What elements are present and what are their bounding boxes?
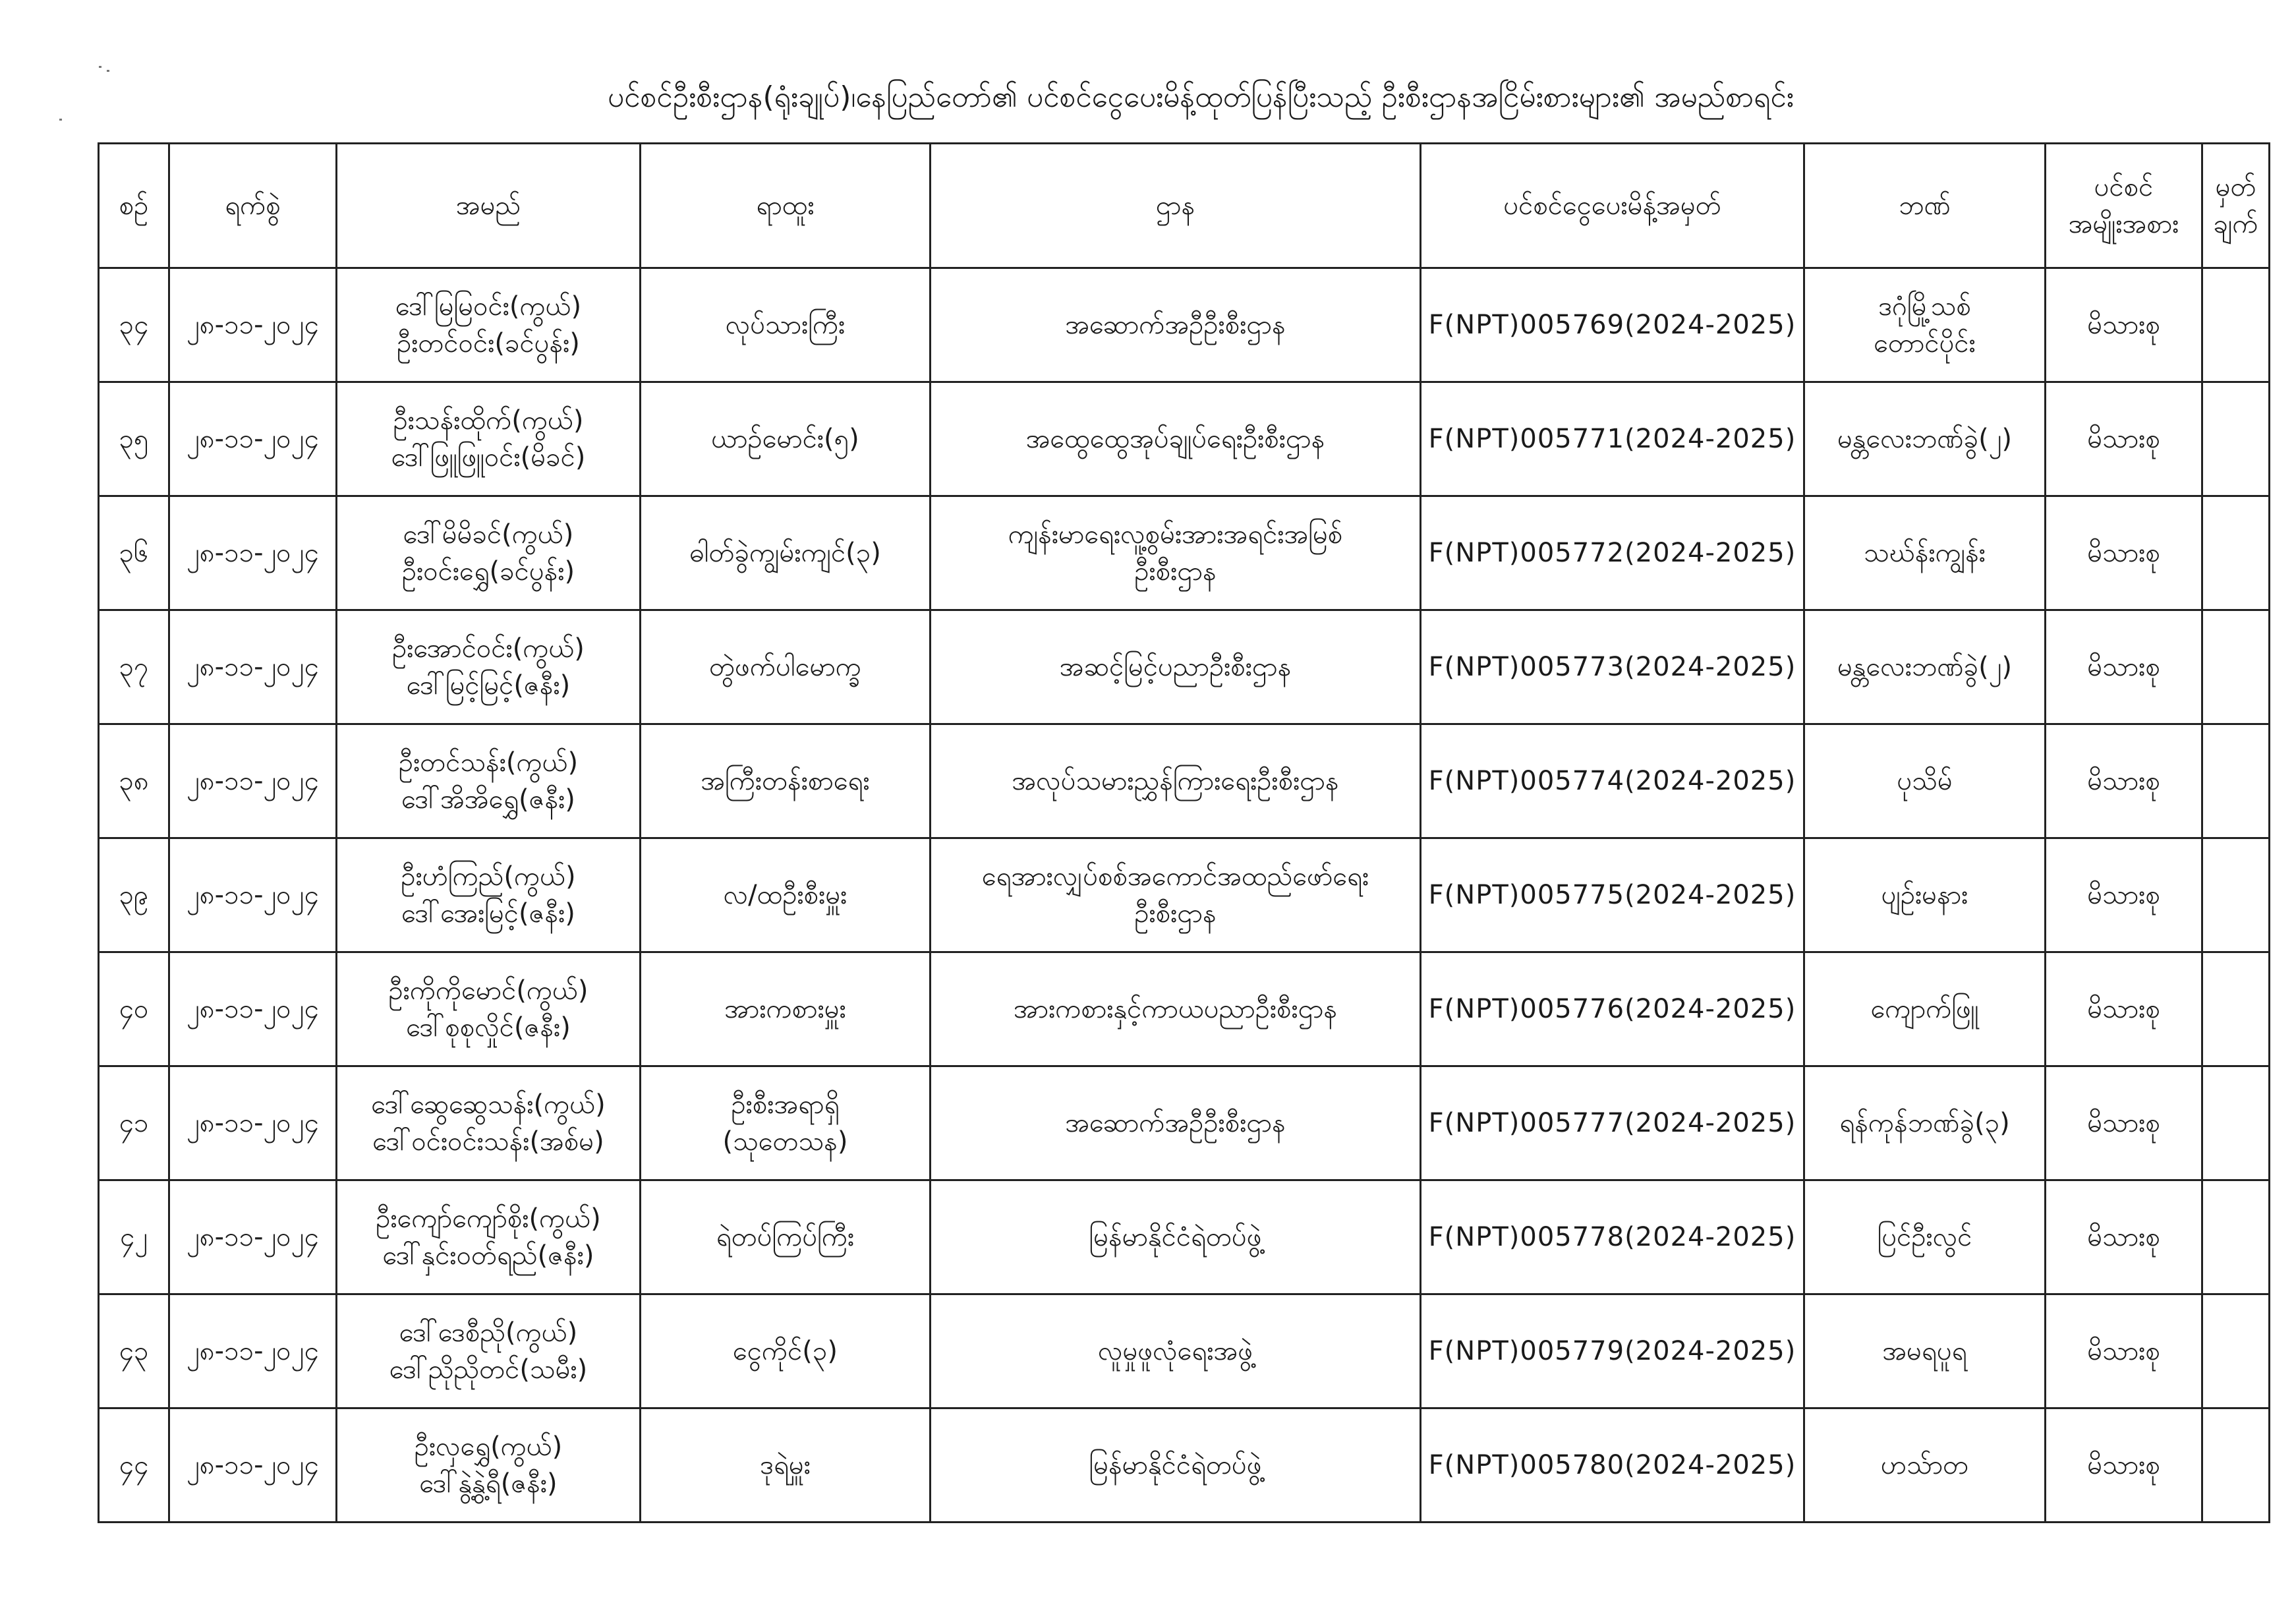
cell-department-line1: အဆောက်အဦဦးစီးဌာန	[1065, 310, 1286, 340]
cell-name	[337, 610, 641, 724]
cell-name	[337, 838, 641, 952]
scan-speck	[59, 119, 62, 121]
cell-rank	[641, 838, 931, 952]
cell-name-line2: ဒေါ်စုစုလှိုင်(ဇနီး)	[406, 1012, 571, 1043]
cell-department-line2: ဦးစီးဌာန	[1134, 898, 1217, 929]
cell-bank	[1804, 952, 2046, 1066]
cell-order-no: F(NPT)005773(2024-2025)	[1421, 610, 1804, 724]
cell-order-no: F(NPT)005771(2024-2025)	[1421, 382, 1804, 496]
cell-department	[931, 1408, 1421, 1522]
cell-remark	[2202, 610, 2270, 724]
cell-department-line1: မြန်မာနိုင်ငံရဲတပ်ဖွဲ့	[1089, 1222, 1262, 1252]
cell-bank-line1: ပျဉ်းမနား	[1881, 880, 1968, 910]
cell-department-line1: အဆောက်အဦဦးစီးဌာန	[1065, 1108, 1286, 1138]
cell-date: ၂၈-၁၁-၂၀၂၄	[169, 1408, 337, 1522]
cell-bank	[1804, 724, 2046, 838]
cell-name-line2: ဒေါ်ဖြူဖြူဝင်း(မိခင်)	[391, 442, 586, 473]
cell-bank-line1: ဟသ်ာတ	[1880, 1450, 1969, 1480]
cell-rank	[641, 1180, 931, 1294]
cell-rank-line1: ဒုရဲမှူး	[760, 1450, 811, 1480]
cell-date: ၂၈-၁၁-၂၀၂၄	[169, 496, 337, 610]
cell-name-line2: ဦးတင်ဝင်း(ခင်ပွန်း)	[397, 328, 580, 359]
table-row	[99, 1294, 2270, 1408]
cell-no: ၃၉	[99, 838, 169, 952]
cell-name-line2: ဒေါ်မြင့်မြင့်(ဇနီး)	[406, 670, 571, 701]
cell-name-line1: ဦးအောင်ဝင်း(ကွယ်)	[392, 633, 585, 664]
cell-no: ၄၄	[99, 1408, 169, 1522]
cell-name	[337, 1066, 641, 1180]
table-row	[99, 838, 2270, 952]
cell-remark	[2202, 1408, 2270, 1522]
cell-date: ၂၈-၁၁-၂၀၂၄	[169, 724, 337, 838]
cell-name	[337, 724, 641, 838]
table-row	[99, 268, 2270, 382]
header-pension-type-line2: အမျိုးအစား	[2068, 209, 2179, 239]
cell-bank-line1: ပြင်ဦးလွင်	[1877, 1222, 1972, 1252]
cell-rank	[641, 268, 931, 382]
cell-name-line1: ဦးကိုကိုမောင်(ကွယ်)	[388, 975, 588, 1006]
cell-remark	[2202, 1066, 2270, 1180]
cell-rank	[641, 952, 931, 1066]
cell-bank	[1804, 1408, 2046, 1522]
cell-name-line1: ဦးလှရွှေ(ကွယ်)	[414, 1432, 563, 1462]
scan-speck	[107, 70, 109, 72]
cell-department	[931, 838, 1421, 952]
cell-bank-line1: ကျောက်ဖြူ	[1870, 994, 1979, 1024]
cell-rank	[641, 724, 931, 838]
cell-department	[931, 1180, 1421, 1294]
cell-name-line2: ဒေါ်နွဲ့နွဲ့ရီ(ဇနီး)	[419, 1468, 558, 1499]
cell-no: ၄၁	[99, 1066, 169, 1180]
cell-rank-line2: (သုတေသန)	[722, 1126, 848, 1157]
cell-department-line1: အထွေထွေအုပ်ချုပ်ရေးဦးစီးဌာန	[1025, 424, 1325, 454]
cell-remark	[2202, 268, 2270, 382]
cell-no: ၄၃	[99, 1294, 169, 1408]
cell-rank-line1: ယာဉ်မောင်း(၅)	[711, 424, 859, 454]
cell-rank	[641, 496, 931, 610]
cell-name-line2: ဒေါ်နှင်းဝတ်ရည်(ဇနီး)	[382, 1240, 594, 1271]
cell-bank-line1: ဒဂုံမြို့သစ်	[1878, 291, 1971, 322]
cell-order-no: F(NPT)005775(2024-2025)	[1421, 838, 1804, 952]
cell-remark	[2202, 952, 2270, 1066]
cell-rank-line1: အားကစားမှူး	[724, 994, 846, 1024]
cell-department-line1: ကျန်းမာရေးလူ့စွမ်းအားအရင်းအမြစ်	[1008, 519, 1343, 550]
cell-rank	[641, 382, 931, 496]
cell-name	[337, 496, 641, 610]
table-row	[99, 952, 2270, 1066]
cell-date: ၂၈-၁၁-၂၀၂၄	[169, 1294, 337, 1408]
cell-department-line1: အဆင့်မြင့်ပညာဦးစီးဌာန	[1059, 652, 1292, 682]
cell-department	[931, 268, 1421, 382]
cell-department	[931, 952, 1421, 1066]
cell-department	[931, 496, 1421, 610]
cell-pension-type: မိသားစု	[2046, 496, 2202, 610]
cell-name-line2: ဒေါ်ဝင်းဝင်းသန်း(အစ်မ)	[372, 1126, 604, 1157]
scan-speck	[99, 66, 101, 68]
cell-bank-line1: အမရပူရ	[1882, 1336, 1967, 1366]
cell-rank	[641, 610, 931, 724]
cell-no: ၄၀	[99, 952, 169, 1066]
cell-order-no: F(NPT)005779(2024-2025)	[1421, 1294, 1804, 1408]
cell-rank-line1: ငွေကိုင်(၃)	[733, 1336, 838, 1366]
cell-bank-line1: မန္တလေးဘဏ်ခွဲ(၂)	[1837, 652, 2013, 682]
cell-department	[931, 724, 1421, 838]
cell-order-no: F(NPT)005769(2024-2025)	[1421, 268, 1804, 382]
cell-department-line1: လူမှုဖူလုံရေးအဖွဲ့	[1097, 1336, 1253, 1366]
cell-no: ၄၂	[99, 1180, 169, 1294]
cell-bank	[1804, 1294, 2046, 1408]
cell-bank-line1: မန္တလေးဘဏ်ခွဲ(၂)	[1837, 424, 2013, 454]
cell-department-line2: ဦးစီးဌာန	[1134, 556, 1217, 587]
cell-rank	[641, 1408, 931, 1522]
cell-bank-line1: သဃ်န်းကျွန်း	[1864, 538, 1986, 568]
cell-bank-line1: ပုသိမ်	[1897, 766, 1953, 796]
cell-pension-type: မိသားစု	[2046, 1180, 2202, 1294]
cell-pension-type: မိသားစု	[2046, 382, 2202, 496]
cell-bank	[1804, 1066, 2046, 1180]
cell-name-line1: ဒေါ်မိမိခင်(ကွယ်)	[403, 519, 574, 550]
cell-department	[931, 610, 1421, 724]
cell-name-line2: ဒေါ်အိအိရွှေ(ဇနီး)	[401, 784, 575, 815]
cell-name	[337, 1408, 641, 1522]
header-department: ဌာန	[931, 144, 1421, 268]
cell-name-line1: ဦးသန်းထိုက်(ကွယ်)	[393, 405, 584, 436]
cell-no: ၃၈	[99, 724, 169, 838]
cell-bank-line1: ရန်ကုန်ဘဏ်ခွဲ(၃)	[1839, 1108, 2010, 1138]
cell-pension-type: မိသားစု	[2046, 724, 2202, 838]
cell-rank-line1: လုပ်သားကြီး	[725, 310, 846, 340]
header-remark	[2202, 144, 2270, 268]
table-row	[99, 724, 2270, 838]
header-rank: ရာထူး	[641, 144, 931, 268]
cell-name-line1: ဒေါ်မြမြဝင်း(ကွယ်)	[395, 291, 582, 322]
cell-order-no: F(NPT)005772(2024-2025)	[1421, 496, 1804, 610]
cell-rank-line1: ဓါတ်ခွဲကျွမ်းကျင်(၃)	[689, 538, 881, 568]
cell-department-line1: မြန်မာနိုင်ငံရဲတပ်ဖွဲ့	[1089, 1450, 1262, 1480]
cell-pension-type: မိသားစု	[2046, 838, 2202, 952]
cell-name-line1: ဦးကျော်ကျော်စိုး(ကွယ်)	[376, 1204, 601, 1234]
header-pension-type	[2046, 144, 2202, 268]
cell-order-no: F(NPT)005777(2024-2025)	[1421, 1066, 1804, 1180]
table-row	[99, 1408, 2270, 1522]
page-title: ပင်စင်ဦးစီးဌာန(ရုံးချုပ်)၊နေပြည်တော်၏ ပင်စင်ငွေပေးမိန့်ထုတ်ပြန်ပြီးသည့် ဦးစီးဌာနအငြိမ်းစားများ၏ အမည်စာရင်း	[608, 80, 1794, 114]
header-remark-line2: ချက်	[2213, 209, 2258, 239]
cell-bank	[1804, 838, 2046, 952]
cell-remark	[2202, 724, 2270, 838]
cell-order-no: F(NPT)005780(2024-2025)	[1421, 1408, 1804, 1522]
header-name: အမည်	[337, 144, 641, 268]
cell-name-line2: ဦးဝင်းရွှေ(ခင်ပွန်း)	[401, 556, 575, 587]
cell-department-line1: ရေအားလျှပ်စစ်အကောင်အထည်ဖော်ရေး	[981, 861, 1369, 892]
cell-rank-line1: ဦးစီးအရာရှိ	[731, 1089, 840, 1120]
header-date: ရက်စွဲ	[169, 144, 337, 268]
cell-date: ၂၈-၁၁-၂၀၂၄	[169, 610, 337, 724]
cell-department-line1: အလုပ်သမားညွှန်ကြားရေးဦးစီးဌာန	[1012, 766, 1339, 796]
cell-no: ၃၇	[99, 610, 169, 724]
cell-bank	[1804, 268, 2046, 382]
cell-name	[337, 1180, 641, 1294]
cell-no: ၃၆	[99, 496, 169, 610]
cell-name-line1: ဦးတင်သန်း(ကွယ်)	[398, 747, 579, 778]
cell-remark	[2202, 1294, 2270, 1408]
cell-remark	[2202, 1180, 2270, 1294]
cell-name-line1: ဒေါ်ဒေစီညို(ကွယ်)	[399, 1318, 578, 1348]
cell-bank	[1804, 496, 2046, 610]
cell-remark	[2202, 382, 2270, 496]
cell-bank	[1804, 382, 2046, 496]
cell-date: ၂၈-၁၁-၂၀၂၄	[169, 382, 337, 496]
cell-department	[931, 1294, 1421, 1408]
table-row	[99, 610, 2270, 724]
cell-date: ၂၈-၁၁-၂၀၂၄	[169, 1066, 337, 1180]
cell-date: ၂၈-၁၁-၂၀၂၄	[169, 952, 337, 1066]
cell-name	[337, 952, 641, 1066]
cell-pension-type: မိသားစု	[2046, 952, 2202, 1066]
cell-department	[931, 1066, 1421, 1180]
cell-bank	[1804, 1180, 2046, 1294]
cell-order-no: F(NPT)005776(2024-2025)	[1421, 952, 1804, 1066]
cell-name-line2: ဒေါ်အေးမြင့်(ဇနီး)	[401, 898, 575, 929]
cell-pension-type: မိသားစု	[2046, 268, 2202, 382]
cell-rank	[641, 1066, 931, 1180]
cell-no: ၃၄	[99, 268, 169, 382]
header-bank: ဘဏ်	[1804, 144, 2046, 268]
header-order-no: ပင်စင်ငွေပေးမိန့်အမှတ်	[1421, 144, 1804, 268]
table-body	[99, 268, 2270, 1522]
cell-rank-line1: အကြီးတန်းစာရေး	[701, 766, 870, 796]
cell-remark	[2202, 496, 2270, 610]
cell-order-no: F(NPT)005778(2024-2025)	[1421, 1180, 1804, 1294]
cell-pension-type: မိသားစု	[2046, 1066, 2202, 1180]
cell-department-line1: အားကစားနှင့်ကာယပညာဦးစီးဌာန	[1013, 994, 1338, 1024]
cell-pension-type: မိသားစု	[2046, 1408, 2202, 1522]
cell-remark	[2202, 838, 2270, 952]
cell-bank	[1804, 610, 2046, 724]
table-row	[99, 1180, 2270, 1294]
cell-name	[337, 382, 641, 496]
table-row	[99, 496, 2270, 610]
cell-date: ၂၈-၁၁-၂၀၂၄	[169, 838, 337, 952]
cell-pension-type: မိသားစု	[2046, 1294, 2202, 1408]
cell-order-no: F(NPT)005774(2024-2025)	[1421, 724, 1804, 838]
cell-rank-line1: တွဲဖက်ပါမောက္ခ	[709, 652, 861, 682]
cell-no: ၃၅	[99, 382, 169, 496]
cell-department	[931, 382, 1421, 496]
pension-register-table	[98, 142, 2270, 1523]
header-no: စဉ်	[99, 144, 169, 268]
table-row	[99, 1066, 2270, 1180]
header-remark-line1: မှတ်	[2215, 172, 2256, 202]
cell-rank	[641, 1294, 931, 1408]
cell-name-line1: ဒေါ်ဆွေဆွေသန်း(ကွယ်)	[371, 1089, 606, 1120]
cell-name-line2: ဒေါ်ညိုညိုတင်(သမီး)	[389, 1354, 588, 1385]
cell-date: ၂၈-၁၁-၂၀၂၄	[169, 268, 337, 382]
cell-name	[337, 268, 641, 382]
header-pension-type-line1: ပင်စင်	[2094, 172, 2154, 202]
table-row	[99, 382, 2270, 496]
cell-name	[337, 1294, 641, 1408]
cell-date: ၂၈-၁၁-၂၀၂၄	[169, 1180, 337, 1294]
cell-rank-line1: လ/ထဦးစီးမှူး	[723, 880, 847, 910]
cell-pension-type: မိသားစု	[2046, 610, 2202, 724]
cell-rank-line1: ရဲတပ်ကြပ်ကြီး	[716, 1222, 855, 1252]
header-row	[99, 144, 2270, 268]
cell-bank-line2: တောင်ပိုင်း	[1874, 328, 1976, 359]
cell-name-line1: ဦးဟံကြည်(ကွယ်)	[401, 861, 576, 892]
